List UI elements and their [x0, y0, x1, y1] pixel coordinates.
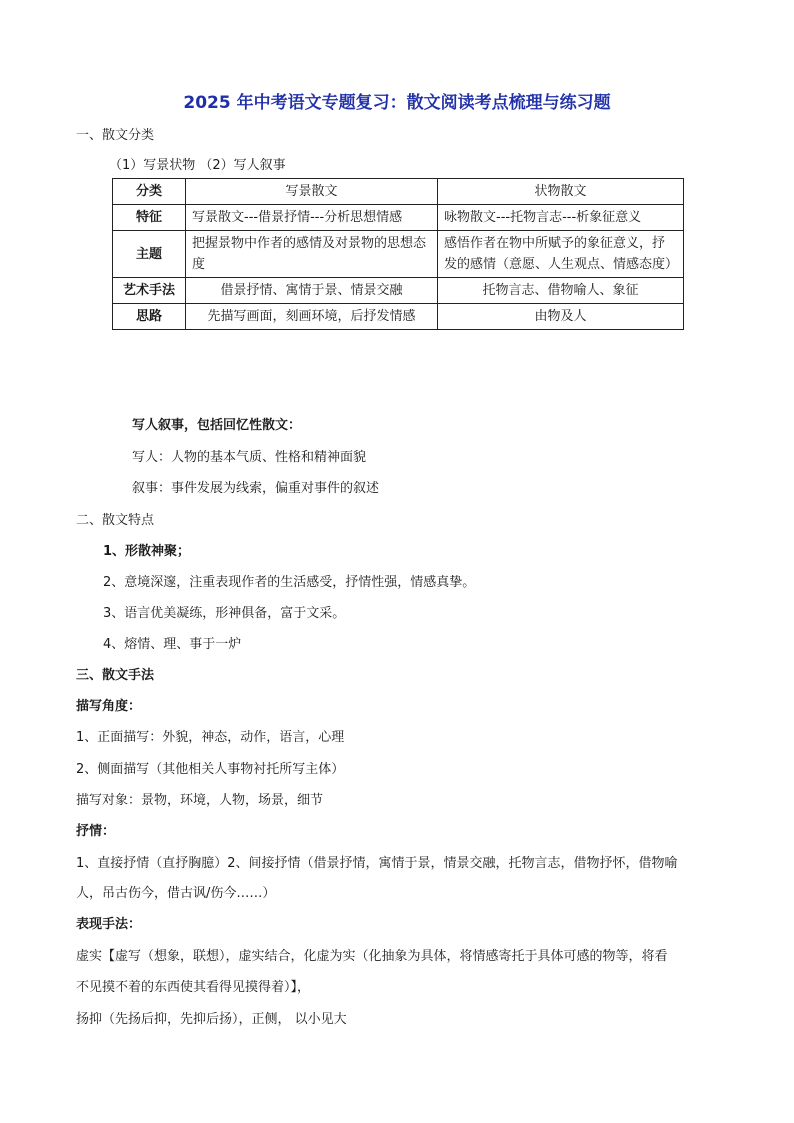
- table-row: [113, 205, 684, 231]
- page-title: 2025 年中考语文专题复习：散文阅读考点梳理与练习题: [183, 93, 611, 113]
- table-cell: 先描写画面，刻画环境，后抒发情感: [186, 304, 438, 330]
- table-header-row: [113, 179, 684, 205]
- description-objects: 描写对象：景物，环境，人物，场景，细节: [76, 793, 324, 808]
- expression-text-line: 不见摸不着的东西使其看得见摸得着）】，: [76, 980, 311, 995]
- table-cell: 写景散文---借景抒情---分析思想情感: [186, 205, 438, 231]
- table-header-cell: 写景散文: [186, 179, 438, 205]
- table-row: [113, 304, 684, 330]
- section3-heading: 三、散文手法: [76, 668, 155, 683]
- table-cell: 托物言志、借物喻人、象征: [438, 278, 684, 304]
- table-header-cell: 分类: [113, 179, 186, 205]
- expression-text-line: 虚实【虚写（想象，联想），虚实结合，化虚为实（化抽象为具体，将情感寄托于具体可感的物等，将看: [76, 949, 668, 964]
- classification-table: [112, 178, 684, 330]
- expression-text-line: 扬抑（先扬后抑，先抑后扬），正侧， 以小见大: [76, 1012, 347, 1027]
- feature-item: 3、语言优美凝练，形神俱备，富于文采。: [103, 606, 346, 621]
- lyric-heading: 抒情：: [76, 824, 116, 839]
- angle-heading: 描写角度：: [76, 699, 142, 714]
- feature-item: 2、意境深邃，注重表现作者的生活感受，抒情性强，情感真挚。: [103, 575, 476, 590]
- table-cell: 借景抒情、寓情于景、情景交融: [186, 278, 438, 304]
- feature-item: 1、形散神聚；: [103, 544, 191, 559]
- narrative-heading: 写人叙事，包括回忆性散文：: [132, 418, 302, 433]
- table-row: [113, 278, 684, 304]
- table-cell: 由物及人: [438, 304, 684, 330]
- angle-item: 1、正面描写：外貌，神态，动作，语言，心理: [76, 730, 345, 745]
- narrative-person: 写人：人物的基本气质、性格和精神面貌: [132, 450, 367, 465]
- section2-heading: 二、散文特点: [76, 513, 155, 528]
- table-row-label: 特征: [113, 205, 186, 231]
- table-row-label: 艺术手法: [113, 278, 186, 304]
- lyric-text-line: 1、直接抒情（直抒胸臆）2、间接抒情（借景抒情，寓情于景，情景交融，托物言志，借物抒怀，借物喻: [76, 856, 678, 871]
- table-row-label: 思路: [113, 304, 186, 330]
- table-header-cell: 状物散文: [438, 179, 684, 205]
- table-cell: 感悟作者在物中所赋予的象征意义，抒发的感情（意愿、人生观点、情感态度）: [438, 231, 684, 278]
- angle-item: 2、侧面描写（其他相关人事物衬托所写主体）: [76, 762, 345, 777]
- expression-heading: 表现手法：: [76, 917, 142, 932]
- feature-item: 4、熔情、理、事于一炉: [103, 637, 242, 652]
- classification-types: （1）写景状物 （2）写人叙事: [109, 158, 286, 173]
- narrative-event: 叙事：事件发展为线索，偏重对事件的叙述: [132, 481, 380, 496]
- table-row: [113, 231, 684, 278]
- table-cell: 把握景物中作者的感情及对景物的思想态度: [186, 231, 438, 278]
- table-row-label: 主题: [113, 231, 186, 278]
- table-cell: 咏物散文---托物言志---析象征意义: [438, 205, 684, 231]
- section1-heading: 一、散文分类: [76, 128, 155, 143]
- lyric-text-line: 人，吊古伤今，借古讽/伤今……）: [76, 886, 276, 901]
